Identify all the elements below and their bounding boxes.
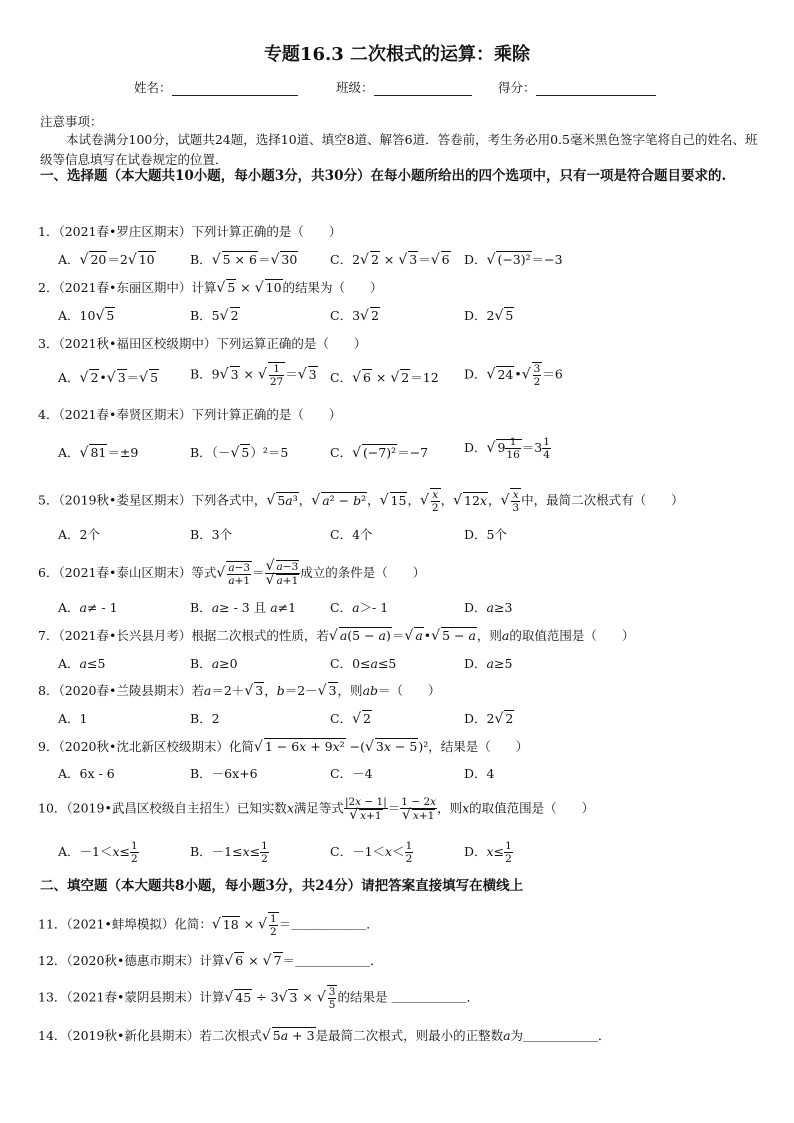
q9-option-b[interactable]: B．－6x+6 (190, 766, 258, 781)
q6-option-a[interactable]: A．a≠ - 1 (58, 600, 118, 615)
q2-option-c[interactable]: C．3√ 2 (330, 308, 379, 324)
q7-option-a[interactable]: A．a≤5 (58, 656, 106, 671)
q2-option-d[interactable]: D．2√ 5 (464, 308, 514, 324)
q7-option-d[interactable]: D．a≥5 (464, 656, 513, 671)
q3-option-d[interactable]: D．√ 24•√ $\frac{3}{2}$ ＝6 (464, 363, 563, 388)
question-12: 12．（2020秋•德惠市期末）计算√ 6 × √ 7＝＿＿＿＿＿＿． (38, 953, 383, 969)
q10-option-d[interactable]: D．x≤ $\frac{1}{2}$ (464, 840, 512, 865)
score-blank[interactable] (536, 81, 656, 96)
q8-option-d[interactable]: D．2√ 2 (464, 711, 514, 727)
name-blank[interactable] (172, 81, 298, 96)
q10-option-c[interactable]: C．－1＜x＜ $\frac{1}{2}$ (330, 840, 413, 865)
q6-option-b[interactable]: B．a≥ - 3 且 a≠1 (190, 600, 297, 615)
question-10: 10．（2019•武昌区校级自主招生）已知实数x满足等式 $\frac{|2x - 1|}{√ x+1}$ ＝ $\frac{1 - 2x}{√ x+1}$ ，则x的取值范围是（ ） (38, 796, 595, 823)
question-5: 5．（2019秋•娄星区期末）下列各式中，√ 5a³，√ a² − b²，√ 15，√ $\frac{x}{2}$ ，√ 12x，√ $\frac{x}{3}$ 中，最简二次根式有（ ） (38, 489, 684, 514)
score-field (498, 78, 656, 96)
notice-heading: 注意事项： (40, 114, 103, 129)
class-field (336, 78, 472, 96)
question-11: 11．（2021•蚌埠模拟）化简：√ 18 × √ $\frac{1}{2}$ ＝＿＿＿＿＿＿． (38, 913, 379, 938)
section2-heading: 二、填空题（本大题共8小题，每小题3分，共24分）请把答案直接填写在横线上 (40, 878, 524, 894)
q9-option-d[interactable]: D．4 (464, 766, 495, 781)
q4-option-c[interactable]: C．√ (−7)²＝−7 (330, 445, 429, 461)
q3-option-c[interactable]: C．√ 6 × √ 2＝12 (330, 370, 439, 386)
class-blank[interactable] (374, 81, 472, 96)
section1-heading: 一、选择题（本大题共10小题，每小题3分，共30分）在每小题所给出的四个选项中，只有一项是符合题目要求的. (40, 168, 727, 184)
page-title: 专题16.3 二次根式的运算：乘除 (263, 44, 531, 65)
q3-option-a[interactable]: A．√ 2•√ 3＝√ 5 (58, 370, 159, 386)
q8-option-a[interactable]: A．1 (58, 711, 88, 726)
q2-option-a[interactable]: A．10√ 5 (58, 308, 115, 324)
q7-option-c[interactable]: C．0≤a≤5 (330, 656, 397, 671)
q1-option-d[interactable]: D．√ (−3)²＝−3 (464, 252, 563, 268)
q5-option-d[interactable]: D．5个 (464, 527, 507, 542)
question-2: 2．（2021春•东丽区期中）计算√ 5 × √ 10的结果为（ ） (38, 280, 383, 296)
q3-option-b[interactable]: B．9√ 3 × √ $\frac{1}{27}$ ＝√ 3 (190, 363, 317, 388)
q8-option-b[interactable]: B．2 (190, 711, 220, 726)
q4-option-a[interactable]: A．√ 81＝±9 (58, 445, 139, 461)
name-field (134, 78, 298, 96)
q6-option-d[interactable]: D．a≥3 (464, 600, 513, 615)
q10-option-a[interactable]: A．－1＜x≤ $\frac{1}{2}$ (58, 840, 138, 865)
question-3: 3．（2021秋•福田区校级期中）下列运算正确的是（ ） (38, 336, 367, 351)
q5-option-c[interactable]: C．4个 (330, 527, 373, 542)
question-9: 9．（2020秋•沈北新区校级期末）化简√ 1 − 6x + 9x² −(√ 3x − 5)²，结果是（ ） (38, 739, 529, 755)
score-label: 得分： (498, 80, 536, 95)
q8-option-c[interactable]: C．√ 2 (330, 711, 371, 727)
q5-option-b[interactable]: B．3个 (190, 527, 233, 542)
q9-option-a[interactable]: A．6x - 6 (58, 766, 115, 781)
q1-option-b[interactable]: B．√ 5 × 6＝√ 30 (190, 252, 298, 268)
q10-option-b[interactable]: B．－1≤x≤ $\frac{1}{2}$ (190, 840, 268, 865)
question-6: 6．（2021春•泰山区期末）等式√ $\frac{a-3}{a+1}$ ＝ $\frac{√ a-3}{√ a+1}$ 成立的条件是（ ） (38, 558, 426, 588)
question-13: 13．（2021春•蒙阴县期末）计算√ 45 ÷ 3√ 3 × √ $\frac{3}{5}$ 的结果是 ＿＿＿＿＿＿． (38, 986, 479, 1011)
question-1: 1．（2021春•罗庄区期末）下列计算正确的是（ ） (38, 224, 342, 239)
name-label: 姓名： (134, 80, 172, 95)
q4-option-d[interactable]: D．√ 9 $\frac{1}{16}$ ＝3 $\frac{1}{4}$ (464, 436, 550, 461)
q2-option-b[interactable]: B．5√ 2 (190, 308, 239, 324)
q4-option-b[interactable]: B．（－√ 5）²＝5 (190, 445, 289, 461)
q9-option-c[interactable]: C．－4 (330, 766, 373, 781)
question-14: 14．（2019秋•新化县期末）若二次根式√ 5a + 3是最简二次根式，则最小的正整数a为＿＿＿＿＿＿． (38, 1028, 611, 1044)
class-label: 班级： (336, 80, 374, 95)
question-8: 8．（2020春•兰陵县期末）若a＝2＋√ 3，b＝2－√ 3，则ab＝（ ） (38, 683, 441, 699)
q1-option-c[interactable]: C．2√ 2 × √ 3＝√ 6 (330, 252, 450, 268)
q6-option-c[interactable]: C．a＞- 1 (330, 600, 389, 615)
q5-option-a[interactable]: A．2个 (58, 527, 100, 542)
question-7: 7．（2021春•长兴县月考）根据二次根式的性质，若√ a(5 − a)＝√ a•√ 5 − a，则a的取值范围是（ ） (38, 628, 635, 644)
q7-option-b[interactable]: B．a≥0 (190, 656, 238, 671)
q1-option-a[interactable]: A．√ 20＝2√ 10 (58, 252, 155, 268)
question-4: 4．（2021春•奉贤区期末）下列计算正确的是（ ） (38, 407, 342, 422)
notice-body: 本试卷满分100分，试题共24题，选择10道、填空8道、解答6道．答卷前，考生务必用0.5毫米黑色签字笔将自己的姓名、班级等信息填写在试卷规定的位置． (40, 132, 758, 167)
